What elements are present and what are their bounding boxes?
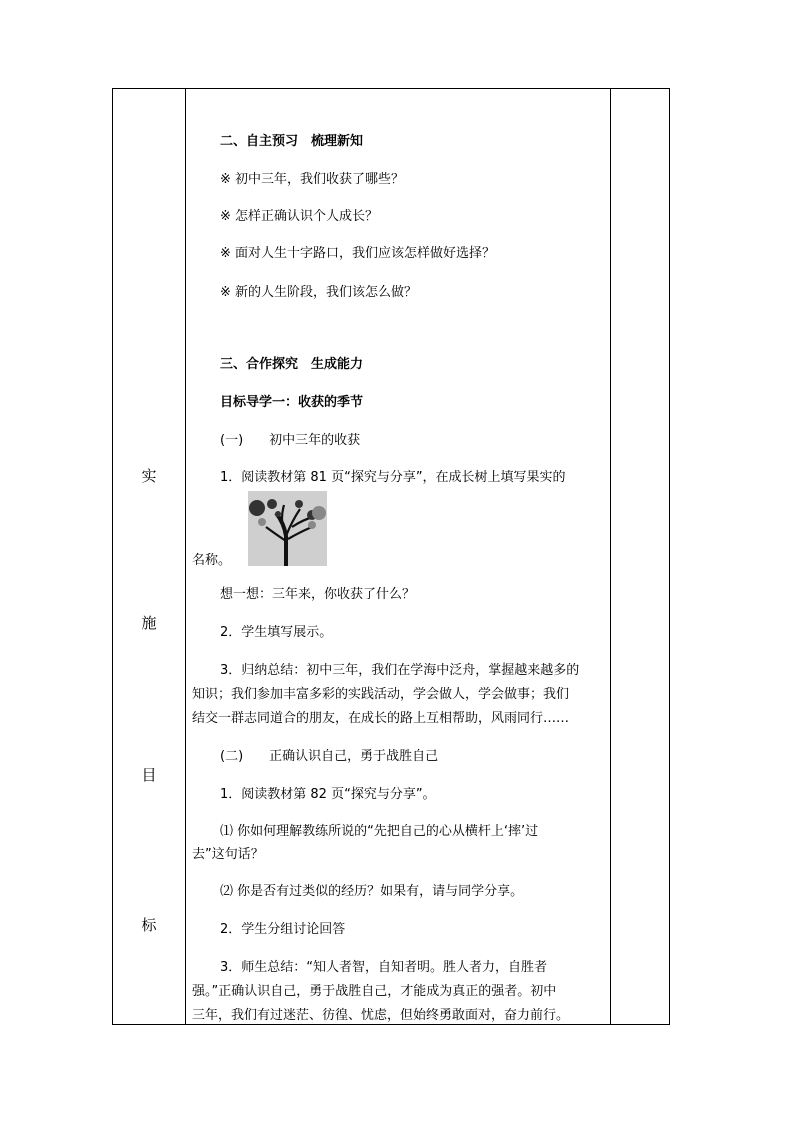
tree-fruit: [249, 500, 265, 516]
lesson-table: [112, 88, 670, 1025]
part1-item3-line2: 知识；我们参加丰富多彩的实践活动，学会做人，学会做事；我们: [192, 687, 570, 702]
tree-fruit: [295, 500, 303, 508]
section2-bullet-1: ※ 初中三年，我们收获了哪些？: [220, 172, 405, 187]
goal-heading: 目标导学一：收获的季节: [220, 395, 364, 410]
part1-item3-line3: 结交一群志同道合的朋友，在成长的路上互相帮助，风雨同行……: [192, 711, 570, 726]
section2-bullet-3: ※ 面对人生十字路口，我们应该怎样做好选择？: [220, 246, 496, 261]
part2-item1: 1．阅读教材第 82 页“探究与分享”。: [220, 787, 436, 802]
growth-tree-image: [248, 491, 327, 566]
part2-item2: 2．学生分组讨论回答: [220, 922, 346, 937]
tree-fruit: [312, 506, 326, 520]
row-label-char-1: 实: [141, 467, 157, 485]
part2-q1-line2: 去”这句话？: [192, 847, 264, 862]
row-label-char-2: 施: [141, 614, 157, 632]
section2-heading: 二、自主预习 梳理新知: [220, 134, 364, 149]
section2-bullet-4: ※ 新的人生阶段，我们该怎么做？: [220, 285, 418, 300]
row-label-char-4: 标: [141, 916, 157, 934]
row-label-column: [113, 89, 185, 1024]
section2-bullet-2: ※ 怎样正确认识个人成长？: [220, 209, 379, 224]
tree-fruit: [275, 511, 281, 517]
row-label-char-3: 目: [141, 766, 157, 784]
part1-item1-line2: 名称。: [192, 553, 232, 568]
tree-branch: [282, 505, 284, 529]
part2-item3-line1: 3．师生总结：“知人者智，自知者明。胜人者力，自胜者: [220, 960, 548, 975]
part1-think: 想一想：三年来，你收获了什么？: [220, 587, 416, 602]
section3-heading: 三、合作探究 生成能力: [220, 357, 364, 372]
tree-icon: [248, 491, 327, 566]
tree-fruit: [267, 499, 277, 509]
part2-q2: ⑵ 你是否有过类似的经历？如果有，请与同学分享。: [220, 884, 524, 899]
part2-item3-line2: 强。”正确认识自己，勇于战胜自己，才能成为真正的强者。初中: [192, 984, 557, 999]
part1-heading: (一) 初中三年的收获: [220, 433, 361, 448]
part2-heading: (二) 正确认识自己，勇于战胜自己: [220, 749, 439, 764]
part2-item3-line3: 三年，我们有过迷茫、彷徨、忧虑，但始终勇敢面对，奋力前行。: [192, 1008, 570, 1023]
content-cell: [186, 89, 610, 1024]
column-divider-right: [610, 89, 611, 1024]
tree-branch: [288, 527, 312, 539]
tree-fruit: [258, 518, 266, 526]
part1-item3-line1: 3．归纳总结：初中三年，我们在学海中泛舟，掌握越来越多的: [220, 663, 580, 678]
part1-item1-line1: 1．阅读教材第 81 页“探究与分享”，在成长树上填写果实的: [220, 470, 566, 485]
part2-q1-line1: ⑴ 你如何理解教练所说的“先把自己的心从横杆上‘摔’过: [220, 824, 539, 839]
tree-fruit: [308, 521, 316, 529]
part1-item2: 2．学生填写展示。: [220, 625, 333, 640]
